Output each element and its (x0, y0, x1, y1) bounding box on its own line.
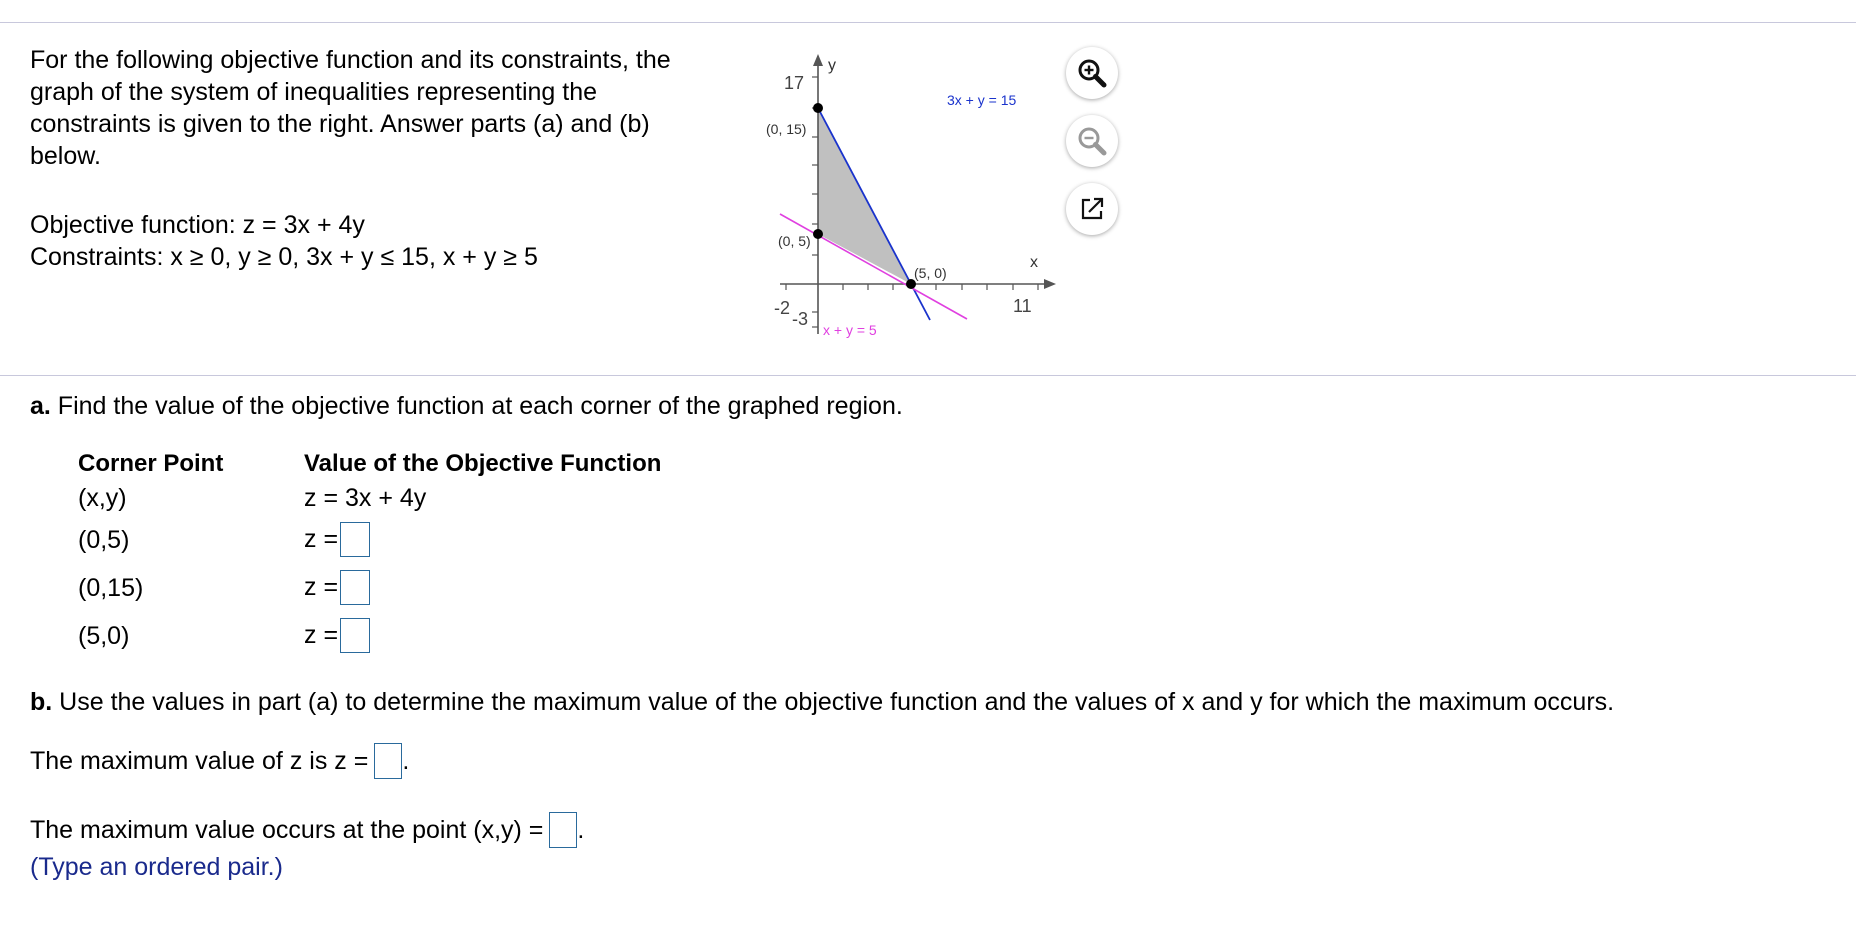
subheader-formula: z = 3x + 4y (304, 484, 427, 512)
x-axis-arrow (1044, 279, 1056, 289)
header-objective-value: Value of the Objective Function (304, 450, 662, 477)
max-point-text: The maximum value occurs at the point (x,y) = (30, 815, 544, 844)
max-value-line (30, 743, 409, 779)
corner-point-0-15 (813, 103, 823, 113)
z-prefix: z = (304, 573, 339, 601)
point-label-5-0: (5, 0) (914, 265, 947, 281)
objective-block (30, 209, 538, 273)
zoom-out-icon (1075, 124, 1109, 158)
part-a-label: a. (30, 392, 51, 420)
max-point-period: . (577, 815, 585, 844)
ordered-pair-hint: (Type an ordered pair.) (30, 853, 283, 881)
x-min-label: -2 (774, 298, 791, 318)
table-row-point-3: (5,0) (78, 622, 130, 650)
popout-button[interactable] (1066, 183, 1118, 235)
line2-label: x + y = 5 (823, 322, 877, 338)
subheader-xy: (x,y) (78, 484, 127, 512)
answer-input-max-point[interactable] (549, 812, 577, 848)
part-b-label: b. (30, 688, 53, 716)
intro-line-2: graph of the system of inequalities representing the (30, 78, 598, 106)
constraints: Constraints: x ≥ 0, y ≥ 0, 3x + y ≤ 15, x + y ≥ 5 (30, 243, 538, 271)
y-min-label: -3 (792, 309, 809, 329)
answer-input-max-z[interactable] (374, 743, 402, 779)
y-axis-label: y (828, 57, 836, 74)
max-point-line (30, 812, 584, 848)
table-row-point-1: (0,5) (78, 526, 130, 554)
y-axis-arrow (813, 54, 823, 66)
popout-icon (1077, 194, 1107, 224)
corner-point-0-5 (813, 229, 823, 239)
z-prefix: z = (304, 525, 339, 553)
table-row-value-3 (304, 618, 370, 653)
table-row-value-1 (304, 522, 370, 557)
y-ticks (812, 77, 818, 327)
answer-input-z-0-5[interactable] (340, 522, 370, 557)
intro-line-1: For the following objective function and its constraints, the (30, 46, 671, 74)
constraint-graph (740, 44, 1080, 354)
line1-label: 3x + y = 15 (947, 92, 1017, 108)
intro-line-4: below. (30, 142, 101, 170)
objective-function: Objective function: z = 3x + 4y (30, 211, 365, 239)
section-divider (0, 375, 1856, 376)
zoom-in-icon (1075, 56, 1109, 90)
zoom-in-button[interactable] (1066, 47, 1118, 99)
x-axis-label: x (1030, 254, 1038, 271)
problem-intro (30, 44, 730, 172)
header-corner-point: Corner Point (78, 450, 224, 477)
x-max-label: 11 (1013, 296, 1032, 316)
part-a-text: Find the value of the objective function at each corner of the graphed region. (50, 392, 903, 420)
zoom-out-button[interactable] (1066, 115, 1118, 167)
max-value-text: The maximum value of z is z = (30, 746, 369, 775)
point-label-0-15: (0, 15) (766, 121, 807, 137)
part-b-text: Use the values in part (a) to determine the maximum value of the objective function and the values of x and y for which the maximum occurs. (52, 688, 1615, 716)
answer-input-z-0-15[interactable] (340, 570, 370, 605)
max-value-period: . (402, 746, 410, 775)
answer-input-z-5-0[interactable] (340, 618, 370, 653)
part-b-instruction (30, 685, 1614, 719)
point-label-0-5: (0, 5) (778, 233, 811, 249)
top-divider (0, 22, 1856, 23)
table-row-point-2: (0,15) (78, 574, 144, 602)
z-prefix: z = (304, 621, 339, 649)
table-row-value-2 (304, 570, 370, 605)
part-a-instruction (30, 389, 903, 423)
y-max-label: 17 (784, 73, 805, 93)
intro-line-3: constraints is given to the right. Answer parts (a) and (b) (30, 110, 650, 138)
